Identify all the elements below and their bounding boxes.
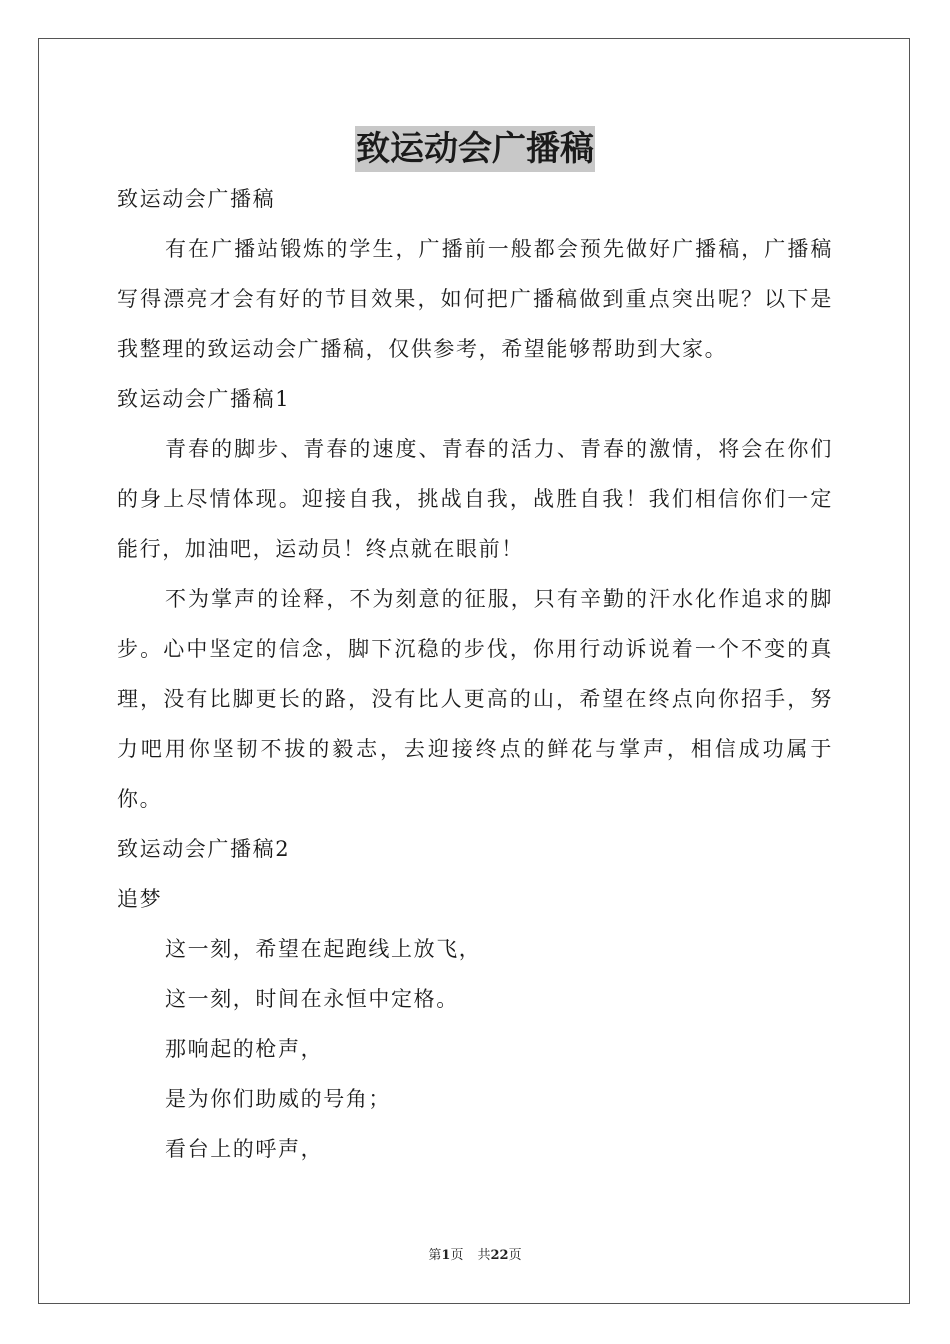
page-suffix: 页: [450, 1248, 464, 1263]
poem-line: 这一刻，时间在永恒中定格。: [165, 987, 459, 1011]
paragraph: 致运动会广播稿: [117, 187, 276, 211]
document-body: [117, 174, 833, 1174]
section-heading: 致运动会广播稿2: [117, 837, 291, 861]
total-prefix: 共: [477, 1248, 491, 1263]
page-prefix: 第: [428, 1248, 442, 1263]
poem-line: 那响起的枪声，: [165, 1037, 324, 1061]
poem-line: 看台上的呼声，: [165, 1137, 324, 1161]
poem-line: 是为你们助威的号角；: [165, 1087, 391, 1111]
title-container: [0, 126, 950, 172]
document-title: 致运动会广播稿: [355, 126, 595, 172]
poem-title: 追梦: [117, 887, 163, 911]
poem-line: 这一刻，希望在起跑线上放飞，: [165, 937, 482, 961]
page-footer: [0, 1246, 950, 1266]
paragraph: 不为掌声的诠释，不为刻意的征服，只有辛勤的汗水化作追求的脚步。心中坚定的信念，脚下沉稳的步伐，你用行动诉说着一个不变的真理，没有比脚更长的路，没有比人更高的山，希望在终点向你招手，努力吧用你坚韧不拔的毅志，去迎接终点的鲜花与掌声，相信成功属于你。: [117, 587, 833, 811]
section-heading: 致运动会广播稿1: [117, 387, 291, 411]
page-number: 1: [441, 1248, 451, 1263]
total-suffix: 页: [508, 1248, 522, 1263]
paragraph: 有在广播站锻炼的学生，广播前一般都会预先做好广播稿，广播稿写得漂亮才会有好的节目效果，如何把广播稿做到重点突出呢？以下是我整理的致运动会广播稿，仅供参考，希望能够帮助到大家。: [117, 237, 833, 361]
paragraph: 青春的脚步、青春的速度、青春的活力、青春的激情，将会在你们的身上尽情体现。迎接自我，挑战自我，战胜自我！我们相信你们一定能行，加油吧，运动员！终点就在眼前！: [117, 437, 833, 561]
total-pages: 22: [490, 1248, 509, 1263]
